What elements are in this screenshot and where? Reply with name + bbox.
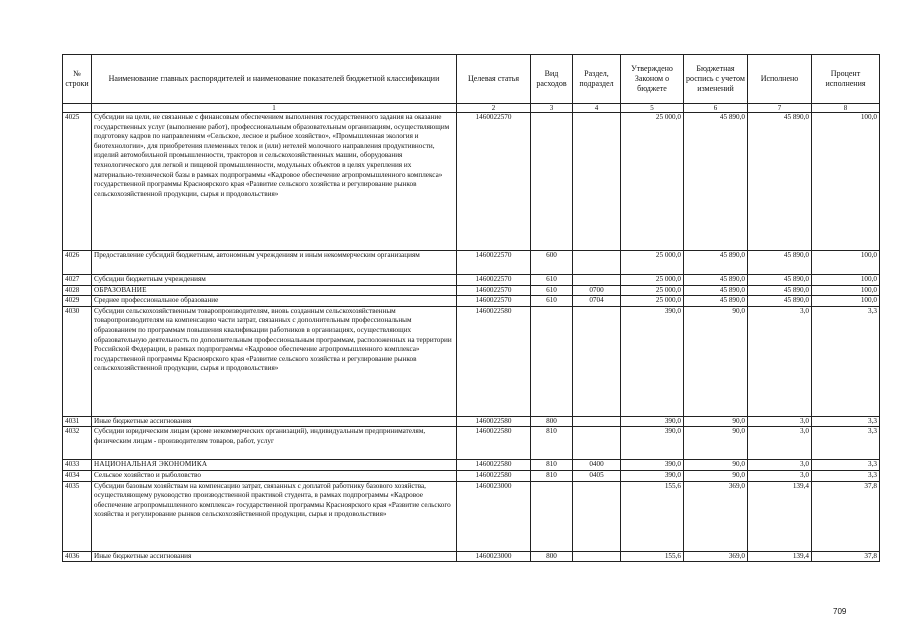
column-number: 6 — [684, 104, 748, 113]
header-percent: Процент исполнения — [812, 55, 880, 104]
column-number: 5 — [621, 104, 684, 113]
column-number-blank — [63, 104, 92, 113]
row-budget-list: 90,0 — [684, 427, 748, 460]
header-kind: Вид расходов — [531, 55, 573, 104]
row-budget-list: 90,0 — [684, 470, 748, 481]
table-row — [63, 285, 880, 296]
table-row — [63, 551, 880, 562]
row-kind: 810 — [531, 460, 573, 471]
header-approved: Утверждено Законом о бюджете — [621, 55, 684, 104]
row-budget-list: 45 890,0 — [684, 285, 748, 296]
row-executed: 3,0 — [748, 470, 812, 481]
row-target: 1460022580 — [457, 416, 531, 427]
row-budget-list: 45 890,0 — [684, 275, 748, 286]
row-number: 4028 — [63, 285, 92, 296]
table-row — [63, 296, 880, 307]
header-budget-list: Бюджетная роспись с учетом изменений — [684, 55, 748, 104]
row-target: 1460022570 — [457, 285, 531, 296]
row-section — [573, 275, 621, 286]
column-number: 2 — [457, 104, 531, 113]
row-section — [573, 481, 621, 551]
row-budget-list: 90,0 — [684, 306, 748, 416]
row-kind — [531, 481, 573, 551]
row-budget-list: 45 890,0 — [684, 113, 748, 251]
row-executed: 139,4 — [748, 481, 812, 551]
header-name: Наименование главных распорядителей и наименование показателей бюджетной классификации — [92, 55, 457, 104]
row-approved: 390,0 — [621, 460, 684, 471]
table-row — [63, 275, 880, 286]
column-number-row — [63, 104, 880, 113]
column-number: 1 — [92, 104, 457, 113]
row-executed: 45 890,0 — [748, 296, 812, 307]
table-row — [63, 481, 880, 551]
row-target: 1460023000 — [457, 481, 531, 551]
row-target: 1460022570 — [457, 296, 531, 307]
row-target: 1460022580 — [457, 306, 531, 416]
row-approved: 25 000,0 — [621, 296, 684, 307]
row-number: 4029 — [63, 296, 92, 307]
row-percent: 3,3 — [812, 460, 880, 471]
row-name: Субсидии бюджетным учреждениям — [92, 275, 457, 286]
row-name: Субсидии сельскохозяйственным товаропроизводителям, вновь созданным сельскохозяйственным товаропроизводителям на компенсацию части затрат, связанных с дополнительным профессиональным образованием по программам повышения квалификации работников в организациях, осуществляющих образовательную деятельность по дополнительным профессиональным программам, расположенных на территории Российской Федерации, в рамках подпрограммы «Кадровое обеспечение агропромышленного комплекса» государственной программы Красноярского края «Развитие сельского хозяйства и регулирование рынков сельскохозяйственной продукции, сырья и продовольствия» — [92, 306, 457, 416]
row-section — [573, 551, 621, 562]
row-percent: 100,0 — [812, 285, 880, 296]
row-number: 4027 — [63, 275, 92, 286]
row-section — [573, 113, 621, 251]
column-number: 3 — [531, 104, 573, 113]
row-section: 0405 — [573, 470, 621, 481]
row-target: 1460022570 — [457, 275, 531, 286]
row-approved: 155,6 — [621, 481, 684, 551]
header-row-no: № строки — [63, 55, 92, 104]
table-row — [63, 470, 880, 481]
row-percent: 37,8 — [812, 481, 880, 551]
row-number: 4033 — [63, 460, 92, 471]
row-percent: 100,0 — [812, 275, 880, 286]
row-section — [573, 306, 621, 416]
row-kind: 610 — [531, 275, 573, 286]
row-percent: 37,8 — [812, 551, 880, 562]
column-number: 8 — [812, 104, 880, 113]
row-kind: 610 — [531, 285, 573, 296]
row-target: 1460022580 — [457, 460, 531, 471]
column-number: 7 — [748, 104, 812, 113]
row-kind: 800 — [531, 416, 573, 427]
row-approved: 25 000,0 — [621, 285, 684, 296]
row-kind: 600 — [531, 251, 573, 275]
row-percent: 3,3 — [812, 416, 880, 427]
row-percent: 3,3 — [812, 427, 880, 460]
row-kind: 810 — [531, 427, 573, 460]
row-number: 4030 — [63, 306, 92, 416]
row-number: 4026 — [63, 251, 92, 275]
row-target: 1460022580 — [457, 470, 531, 481]
row-executed: 3,0 — [748, 460, 812, 471]
row-approved: 155,6 — [621, 551, 684, 562]
row-target: 1460022580 — [457, 427, 531, 460]
row-executed: 45 890,0 — [748, 275, 812, 286]
row-approved: 390,0 — [621, 306, 684, 416]
row-percent: 100,0 — [812, 296, 880, 307]
row-name: Субсидии на цели, не связанные с финансовым обеспечением выполнения государственного задания на оказание государственных услуг (выполнение работ), профессиональным образовательным организациям, осуществляющим подготовку кадров по направлениям «Сельское, лесное и рыбное хозяйство», «Промышленная экология и биотехнологии», для приобретения племенных телок и (или) нетелей молочного направления продуктивности, изделий автомобильной промышленности, тракторов и сельскохозяйственных машин, оборудования технологического для легкой и пищевой промышленности, модульных объектов в целях укрепления их материально-технической базы в рамках подпрограммы «Кадровое обеспечение агропромышленного комплекса» государственной программы Красноярского края «Развитие сельского хозяйства и регулирование рынков сельскохозяйственной продукции, сырья и продовольствия» — [92, 113, 457, 251]
row-section: 0700 — [573, 285, 621, 296]
row-percent: 100,0 — [812, 251, 880, 275]
row-approved: 390,0 — [621, 427, 684, 460]
table-row — [63, 306, 880, 416]
budget-table — [62, 54, 880, 562]
row-executed: 3,0 — [748, 427, 812, 460]
row-name: Сельское хозяйство и рыболовство — [92, 470, 457, 481]
header-section: Раздел, подраздел — [573, 55, 621, 104]
row-executed: 45 890,0 — [748, 285, 812, 296]
row-budget-list: 369,0 — [684, 551, 748, 562]
row-executed: 3,0 — [748, 416, 812, 427]
row-target: 1460023000 — [457, 551, 531, 562]
row-name: Субсидии юридическим лицам (кроме некоммерческих организаций), индивидуальным предпринимателям, физическим лицам - производителям товаров, работ, услуг — [92, 427, 457, 460]
row-section: 0704 — [573, 296, 621, 307]
row-approved: 25 000,0 — [621, 251, 684, 275]
row-number: 4035 — [63, 481, 92, 551]
row-number: 4034 — [63, 470, 92, 481]
page-number: 709 — [833, 607, 847, 616]
row-name: Предоставление субсидий бюджетным, автономным учреждениям и иным некоммерческим организациям — [92, 251, 457, 275]
row-approved: 25 000,0 — [621, 275, 684, 286]
row-percent: 3,3 — [812, 470, 880, 481]
table-row — [63, 113, 880, 251]
header-target: Целевая статья — [457, 55, 531, 104]
header-row — [63, 55, 880, 104]
row-name: Иные бюджетные ассигнования — [92, 551, 457, 562]
row-name: Иные бюджетные ассигнования — [92, 416, 457, 427]
row-number: 4025 — [63, 113, 92, 251]
row-name: Среднее профессиональное образование — [92, 296, 457, 307]
row-percent: 100,0 — [812, 113, 880, 251]
row-budget-list: 90,0 — [684, 460, 748, 471]
row-section: 0400 — [573, 460, 621, 471]
row-target: 1460022570 — [457, 113, 531, 251]
column-number: 4 — [573, 104, 621, 113]
row-budget-list: 45 890,0 — [684, 296, 748, 307]
row-section — [573, 251, 621, 275]
row-approved: 390,0 — [621, 416, 684, 427]
row-kind: 810 — [531, 470, 573, 481]
row-executed: 45 890,0 — [748, 251, 812, 275]
table-row — [63, 460, 880, 471]
row-target: 1460022570 — [457, 251, 531, 275]
row-name: ОБРАЗОВАНИЕ — [92, 285, 457, 296]
row-section — [573, 416, 621, 427]
header-executed: Исполнено — [748, 55, 812, 104]
row-kind — [531, 306, 573, 416]
table-row — [63, 416, 880, 427]
row-budget-list: 90,0 — [684, 416, 748, 427]
row-executed: 3,0 — [748, 306, 812, 416]
row-number: 4036 — [63, 551, 92, 562]
row-executed: 139,4 — [748, 551, 812, 562]
row-approved: 390,0 — [621, 470, 684, 481]
table-row — [63, 427, 880, 460]
row-name: Субсидии базовым хозяйствам на компенсацию затрат, связанных с доплатой работнику базового хозяйства, осуществляющему руководство производственной практикой студента, в рамках подпрограммы «Кадровое обеспечение агропромышленного комплекса» государственной программы Красноярского края «Развитие сельского хозяйства и регулирование рынков сельскохозяйственной продукции, сырья и продовольствия» — [92, 481, 457, 551]
row-budget-list: 369,0 — [684, 481, 748, 551]
row-number: 4031 — [63, 416, 92, 427]
row-approved: 25 000,0 — [621, 113, 684, 251]
row-number: 4032 — [63, 427, 92, 460]
row-executed: 45 890,0 — [748, 113, 812, 251]
row-percent: 3,3 — [812, 306, 880, 416]
row-kind: 800 — [531, 551, 573, 562]
row-kind — [531, 113, 573, 251]
row-name: НАЦИОНАЛЬНАЯ ЭКОНОМИКА — [92, 460, 457, 471]
row-budget-list: 45 890,0 — [684, 251, 748, 275]
row-section — [573, 427, 621, 460]
row-kind: 610 — [531, 296, 573, 307]
table-row — [63, 251, 880, 275]
